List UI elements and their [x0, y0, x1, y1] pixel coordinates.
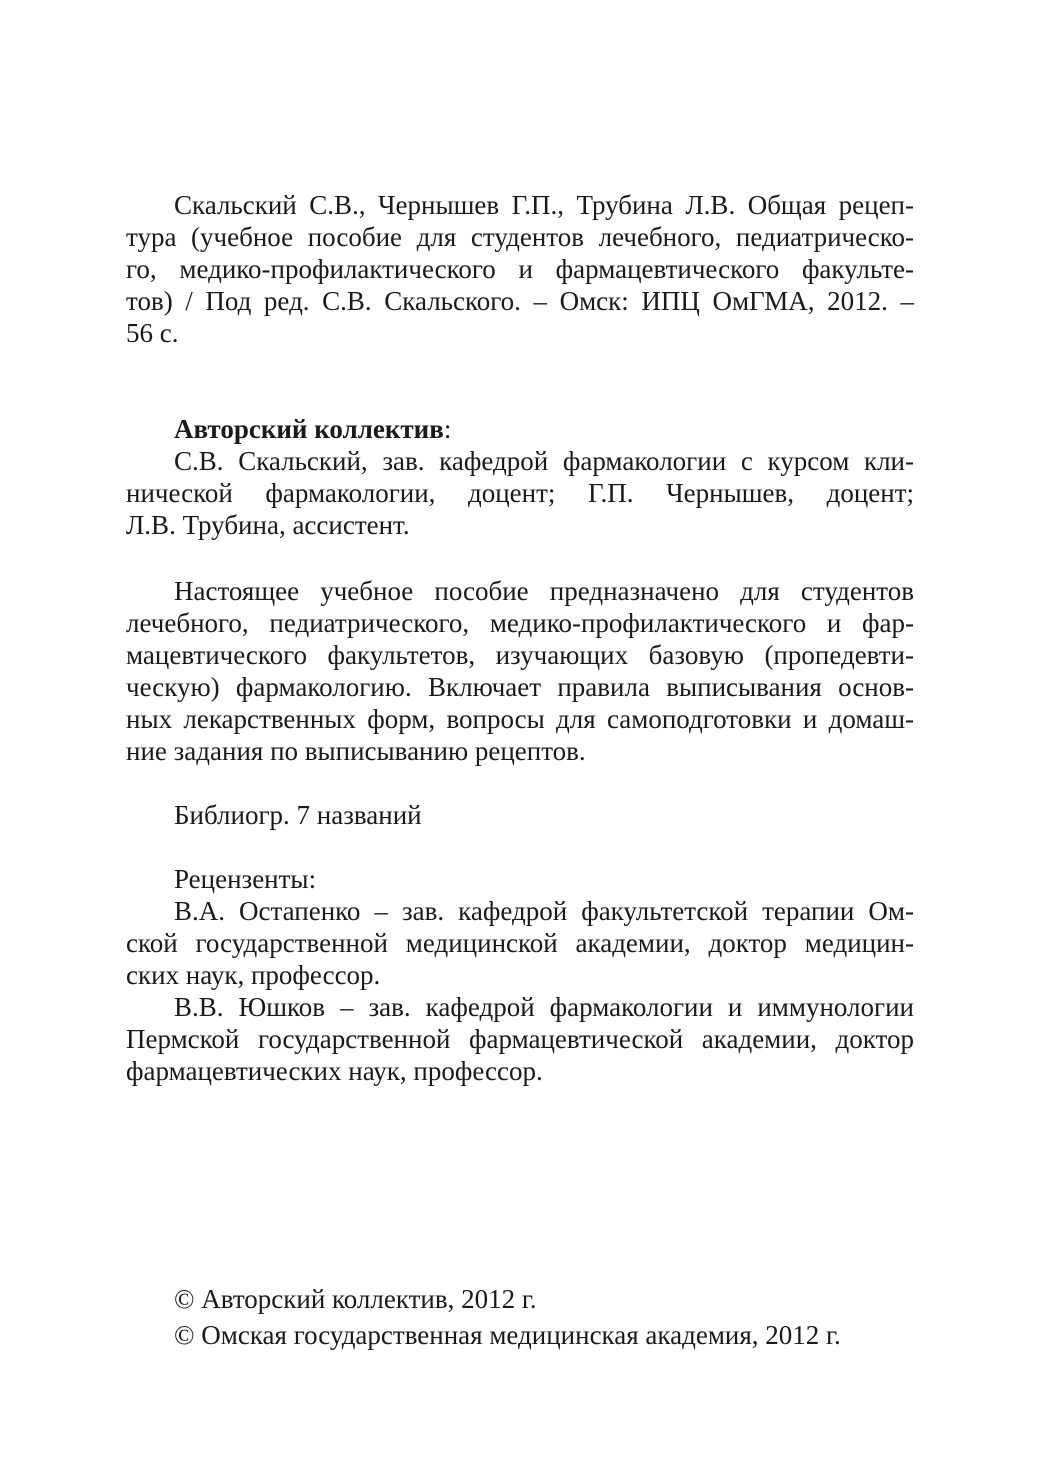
copyright-academy: © Омская государственная медицинская академия, 2012 г.	[174, 1320, 841, 1350]
reviewer-line: Пермской государственной фармацевтической академии, доктор	[126, 1024, 914, 1054]
reviewer-line: В.А. Остапенко – зав. кафедрой факультетской терапии Ом-	[174, 896, 914, 926]
abstract-line: лечебного, педиатрического, медико-профилактического и фар-	[126, 608, 914, 638]
reviewer-line: фармацевтических наук, профессор.	[126, 1056, 543, 1086]
bibliography-block	[126, 799, 914, 831]
copyright-block	[174, 1281, 934, 1353]
copyright-authors: © Авторский коллектив, 2012 г.	[174, 1284, 537, 1314]
citation-line: Скальский С.В., Чернышев Г.П., Трубина Л.В. Общая рецеп-	[174, 190, 914, 220]
authors-heading: Авторский коллектив	[174, 414, 444, 444]
page-body	[126, 189, 914, 1087]
citation-line: тов) / Под ред. С.В. Скальского. – Омск: ИПЦ ОмГМА, 2012. –	[126, 286, 914, 316]
abstract-block	[126, 575, 914, 767]
citation-line: 56 с.	[126, 318, 179, 348]
authors-line: Л.В. Трубина, ассистент.	[126, 510, 410, 540]
authors-line: нической фармакологии, доцент; Г.П. Чернышев, доцент;	[126, 478, 914, 508]
citation-block	[126, 189, 914, 349]
abstract-line: ние задания по выписыванию рецептов.	[126, 736, 586, 766]
reviewer-line: ских наук, профессор.	[126, 960, 381, 990]
authors-line: С.В. Скальский, зав. кафедрой фармакологии с курсом кли-	[174, 446, 914, 476]
reviewer-line: В.В. Юшков – зав. кафедрой фармакологии и иммунологии	[174, 992, 914, 1022]
bibliography-note: Библиогр. 7 названий	[174, 800, 422, 830]
authors-heading-line	[126, 413, 914, 445]
abstract-line: ческую) фармакологию. Включает правила выписывания основ-	[126, 672, 914, 702]
abstract-line: мацевтического факультетов, изучающих базовую (пропедевти-	[126, 640, 914, 670]
reviewer-line: ской государственной медицинской академии, доктор медицин-	[126, 928, 914, 958]
authors-block	[126, 413, 914, 541]
citation-line: тура (учебное пособие для студентов лечебного, педиатрическо-	[126, 222, 914, 252]
reviewers-heading: Рецензенты:	[174, 864, 317, 894]
authors-heading-colon: :	[443, 414, 452, 444]
reviewers-block	[126, 863, 914, 1087]
abstract-line: ных лекарственных форм, вопросы для самоподготовки и домаш-	[126, 704, 914, 734]
citation-line: го, медико-профилактического и фармацевтического факульте-	[126, 254, 914, 284]
abstract-line: Настоящее учебное пособие предназначено для студентов	[174, 576, 914, 606]
